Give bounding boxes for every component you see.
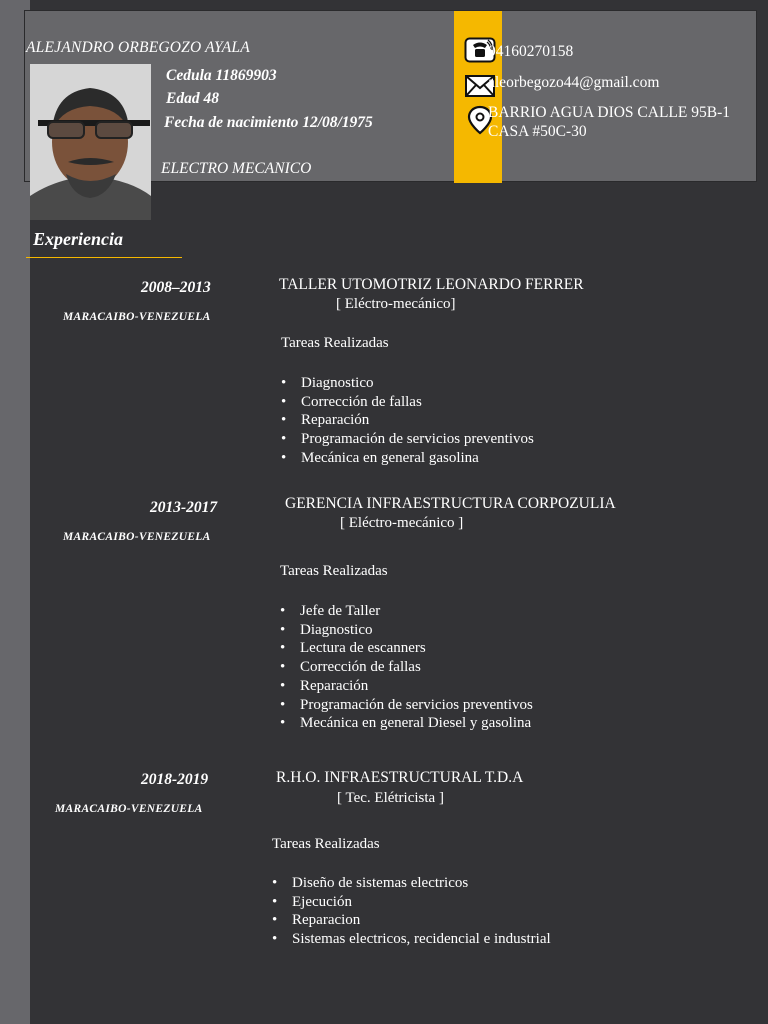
experience-years: 2018-2019	[141, 771, 209, 788]
task-item: • Programación de servicios preventivos	[281, 430, 534, 449]
address-line1: BARRIO AGUA DIOS CALLE 95B-1	[488, 104, 730, 121]
task-item: • Reparacion	[272, 911, 551, 930]
task-item: • Sistemas electricos, recidencial e industrial	[272, 930, 551, 949]
task-item: • Lectura de escanners	[280, 639, 533, 658]
edad-text: Edad 48	[166, 90, 219, 107]
experience-company: TALLER UTOMOTRIZ LEONARDO FERRER	[279, 276, 584, 293]
experience-location: MARACAIBO-VENEZUELA	[63, 531, 211, 543]
task-item: • Diagnostico	[281, 374, 534, 393]
task-item: • Reparación	[280, 677, 533, 696]
tasks-list	[272, 874, 551, 949]
experience-years: 2013-2017	[150, 499, 218, 516]
task-item: • Jefe de Taller	[280, 602, 533, 621]
tasks-label: Tareas Realizadas	[280, 563, 388, 579]
experience-location: MARACAIBO-VENEZUELA	[63, 311, 211, 323]
task-item: • Reparación	[281, 411, 534, 430]
profession-title: ELECTRO MECANICO	[161, 160, 312, 177]
person-name: ALEJANDRO ORBEGOZO AYALA	[26, 39, 250, 56]
task-item: • Mecánica en general Diesel y gasolina	[280, 714, 533, 733]
experience-role: [ Eléctro-mecánico ]	[340, 515, 464, 531]
tasks-list	[281, 374, 534, 468]
section-title-experiencia: Experiencia	[33, 229, 123, 249]
experience-company: R.H.O. INFRAESTRUCTURAL T.D.A	[276, 769, 524, 786]
task-item: • Corrección de fallas	[281, 393, 534, 412]
experience-company: GERENCIA INFRAESTRUCTURA CORPOZULIA	[285, 495, 616, 512]
tasks-label: Tareas Realizadas	[281, 335, 389, 351]
tasks-list	[280, 602, 533, 733]
tasks-label: Tareas Realizadas	[272, 836, 380, 852]
address-line2: CASA #50C-30	[488, 123, 587, 140]
task-item: • Diseño de sistemas electricos	[272, 874, 551, 893]
experience-role: [ Tec. Elétricista ]	[337, 790, 444, 806]
email-text: aleorbegozo44@gmail.com	[488, 74, 660, 91]
profile-photo	[30, 64, 151, 220]
phone-text: 04160270158	[488, 43, 574, 60]
person-photo-icon	[30, 64, 151, 220]
experience-role: [ Eléctro-mecánico]	[336, 296, 456, 312]
experience-years: 2008–2013	[141, 279, 211, 296]
section-underline	[26, 257, 182, 258]
task-item: • Diagnostico	[280, 621, 533, 640]
cedula-text: Cedula 11869903	[166, 67, 277, 84]
task-item: • Programación de servicios preventivos	[280, 696, 533, 715]
experience-location: MARACAIBO-VENEZUELA	[55, 803, 203, 815]
task-item: • Ejecución	[272, 893, 551, 912]
birthdate-text: Fecha de nacimiento 12/08/1975	[164, 114, 373, 131]
task-item: • Corrección de fallas	[280, 658, 533, 677]
task-item: • Mecánica en general gasolina	[281, 449, 534, 468]
